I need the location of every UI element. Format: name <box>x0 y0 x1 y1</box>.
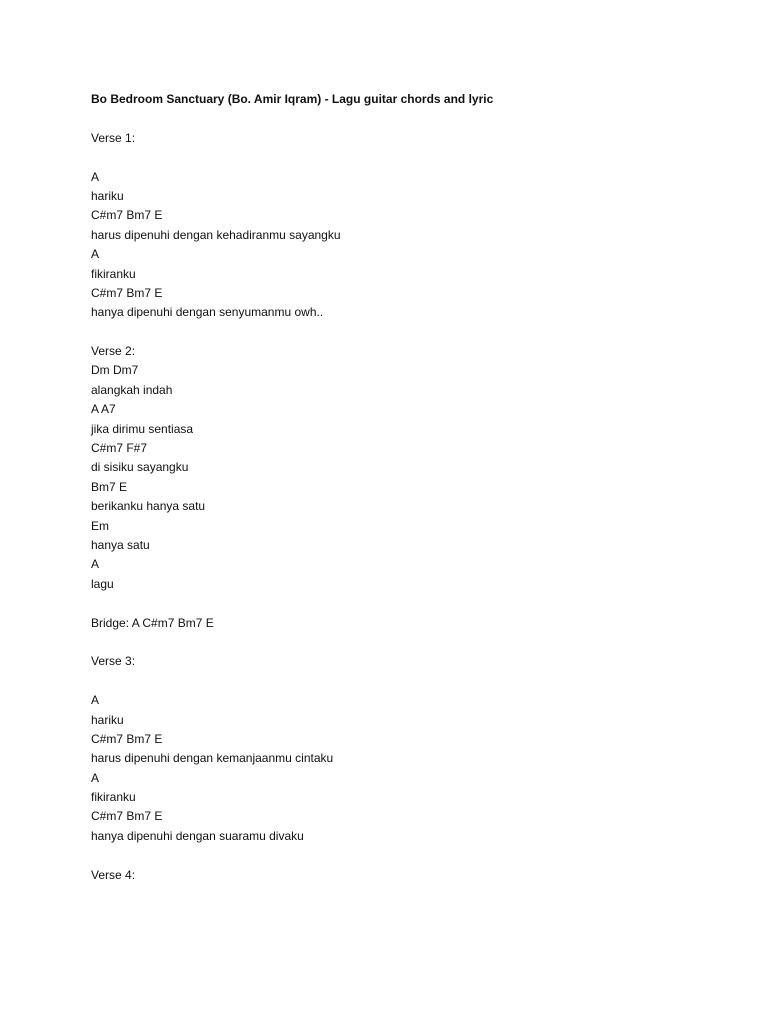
text-line <box>91 672 731 691</box>
chord-line: C#m7 Bm7 E <box>91 285 163 300</box>
chord-line: A <box>91 247 100 262</box>
text-line <box>91 594 731 613</box>
chord-line: A <box>91 770 100 785</box>
section-heading-verse-3: Verse 3: <box>91 654 136 669</box>
lyric-line: hanya dipenuhi dengan suaramu divaku <box>91 828 304 843</box>
chord-line: C#m7 Bm7 E <box>91 731 163 746</box>
chord-line: Bm7 E <box>91 479 128 494</box>
lyric-line: di sisiku sayangku <box>91 460 189 475</box>
lyric-line: berikanku hanya satu <box>91 499 206 514</box>
chord-line: Em <box>91 518 109 533</box>
section-heading-verse-4: Verse 4: <box>91 867 136 882</box>
lyric-line: fikiranku <box>91 790 136 805</box>
lyric-line: hanya dipenuhi dengan senyumanmu owh.. <box>91 305 324 320</box>
document-content <box>91 90 731 885</box>
text-line <box>91 109 731 128</box>
lyric-line: fikiranku <box>91 266 136 281</box>
section-heading-verse-1: Verse 1: <box>91 130 136 145</box>
document-title: Bo Bedroom Sanctuary (Bo. Amir Iqram) - Lagu guitar chords and lyric <box>91 92 494 106</box>
chord-line: Dm Dm7 <box>91 363 139 378</box>
lyric-line: hariku <box>91 712 124 727</box>
text-line <box>91 846 731 865</box>
chord-line: C#m7 Bm7 E <box>91 809 163 824</box>
chord-line: A A7 <box>91 402 116 417</box>
text-line <box>91 633 731 652</box>
chord-line: C#m7 F#7 <box>91 441 148 456</box>
lyric-line: alangkah indah <box>91 382 173 397</box>
lyric-line: lagu <box>91 576 114 591</box>
lyric-line: hanya satu <box>91 537 150 552</box>
chord-line: A <box>91 557 100 572</box>
text-line <box>91 323 731 342</box>
lyric-line: harus dipenuhi dengan kehadiranmu sayangku <box>91 227 341 242</box>
lyric-line: jika dirimu sentiasa <box>91 421 194 436</box>
chord-line: A <box>91 693 100 708</box>
lyric-line: harus dipenuhi dengan kemanjaanmu cintaku <box>91 751 334 766</box>
lyric-line: hariku <box>91 188 124 203</box>
section-heading-bridge: Bridge: A C#m7 Bm7 E <box>91 615 214 630</box>
chord-line: C#m7 Bm7 E <box>91 208 163 223</box>
chord-line: A <box>91 169 100 184</box>
section-heading-verse-2: Verse 2: <box>91 344 136 359</box>
text-line <box>91 148 731 167</box>
